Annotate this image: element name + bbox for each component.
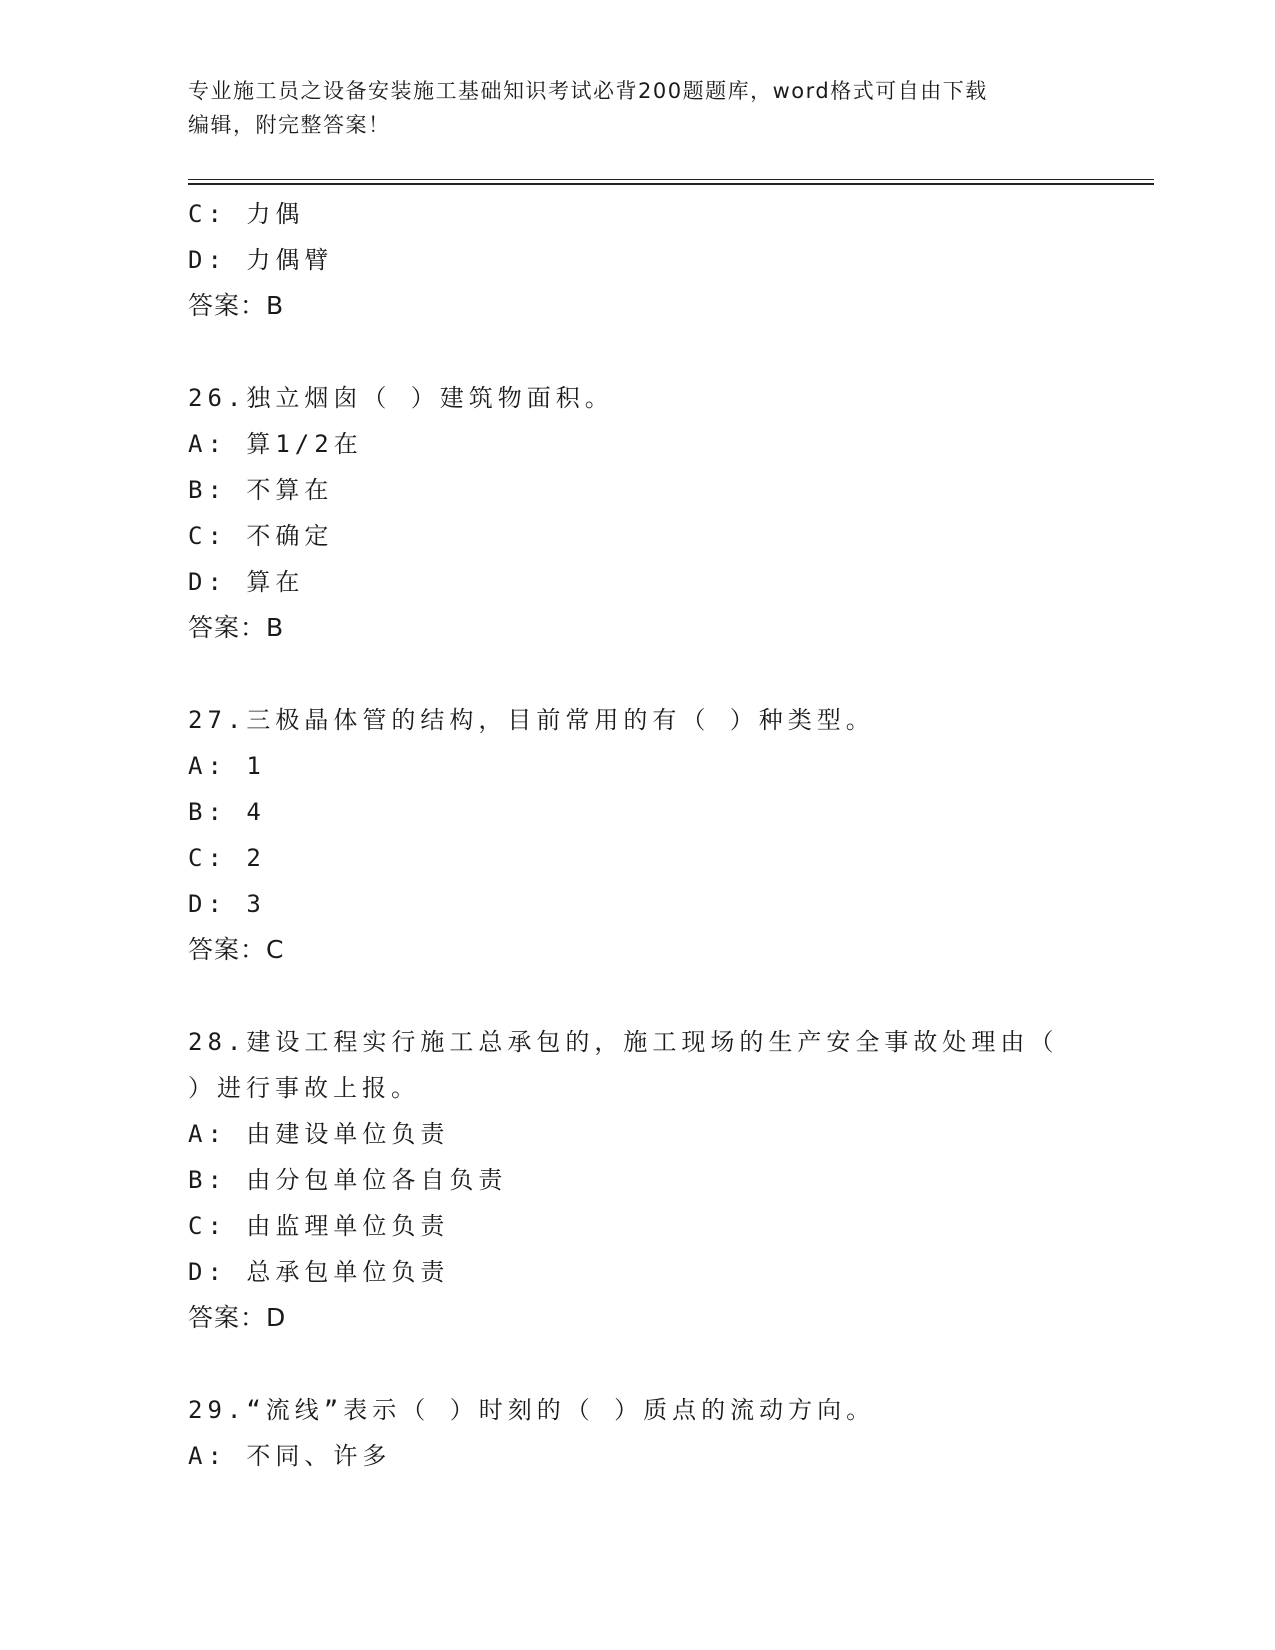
- answer-label: 答案：C: [188, 935, 285, 964]
- option-c: C: 由监理单位负责: [188, 1212, 450, 1240]
- option-a: A: 1: [188, 752, 266, 780]
- question-27: [188, 697, 1088, 973]
- question-stem: 29.“流线”表示（ ）时刻的（ ）质点的流动方向。: [188, 1396, 876, 1424]
- answer-label: 答案：B: [188, 613, 285, 642]
- header-divider-thin: [188, 179, 1154, 180]
- question-stem: 27.三极晶体管的结构，目前常用的有（ ）种类型。: [188, 706, 875, 734]
- question-stem: 26.独立烟囱（ ）建筑物面积。: [188, 384, 614, 412]
- spacer: [188, 651, 1088, 697]
- question-28: [188, 1019, 1088, 1341]
- option-d: D: 算在: [188, 568, 305, 596]
- question-stem-line-1: 28.建设工程实行施工总承包的，施工现场的生产安全事故处理由（: [188, 1028, 1059, 1056]
- option-b: B: 由分包单位各自负责: [188, 1166, 508, 1194]
- document-header: [188, 74, 1088, 142]
- spacer: [188, 329, 1088, 375]
- option-c: C: 力偶: [188, 200, 305, 228]
- header-line-1: 专业施工员之设备安装施工基础知识考试必背200题题库，word格式可自由下载: [188, 79, 988, 103]
- answer-label: 答案：D: [188, 1303, 287, 1332]
- option-c: C: 2: [188, 844, 266, 872]
- option-d: D: 力偶臂: [188, 246, 334, 274]
- question-25-continuation: [188, 191, 1088, 329]
- header-line-2: 编辑，附完整答案！: [188, 113, 391, 137]
- option-a: A: 算1/2在: [188, 430, 363, 458]
- answer-label: 答案：B: [188, 291, 285, 320]
- spacer: [188, 1341, 1088, 1387]
- option-a: A: 不同、许多: [188, 1442, 392, 1470]
- question-26: [188, 375, 1088, 651]
- spacer: [188, 973, 1088, 1019]
- option-b: B: 不算在: [188, 476, 334, 504]
- option-d: D: 3: [188, 890, 266, 918]
- question-29: [188, 1387, 1088, 1479]
- option-c: C: 不确定: [188, 522, 334, 550]
- question-stem-line-2: ）进行事故上报。: [188, 1074, 420, 1102]
- option-a: A: 由建设单位负责: [188, 1120, 450, 1148]
- question-list: [188, 191, 1088, 1479]
- option-b: B: 4: [188, 798, 266, 826]
- option-d: D: 总承包单位负责: [188, 1258, 450, 1286]
- header-divider-thick: [188, 183, 1154, 185]
